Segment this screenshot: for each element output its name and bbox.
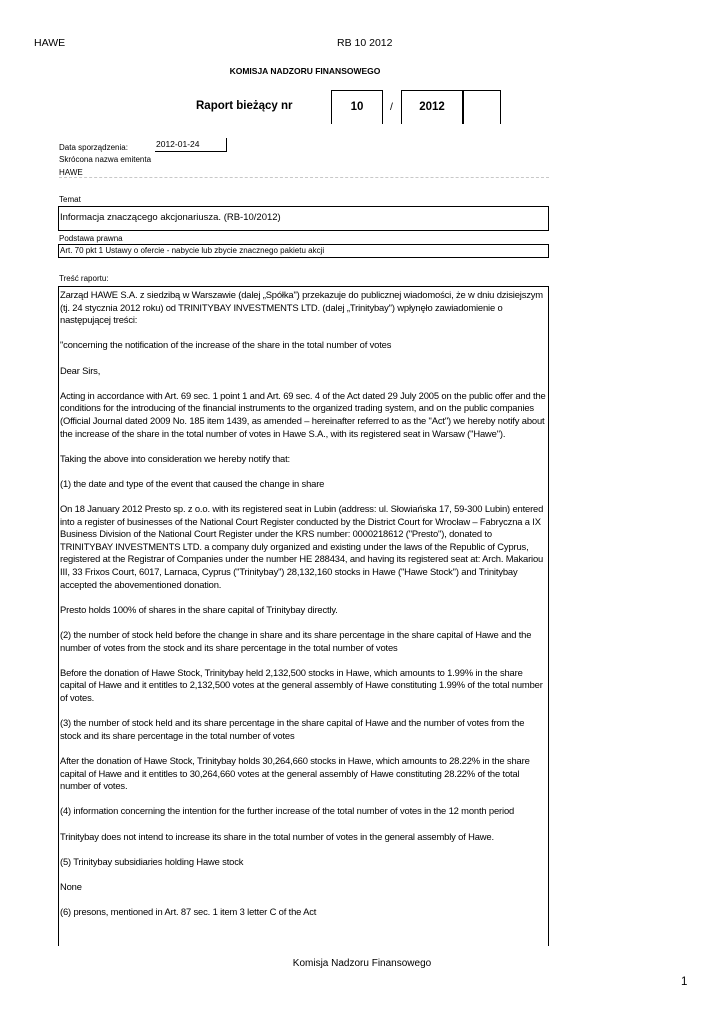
header-company: HAWE bbox=[34, 37, 66, 49]
issuer-label: Skrócona nazwa emitenta bbox=[59, 155, 152, 164]
footer-label: Komisja Nadzoru Finansowego bbox=[292, 958, 432, 969]
report-label: Raport bieżący nr bbox=[196, 100, 293, 112]
content-paragraph: (6) presons, mentioned in Art. 87 sec. 1 item 3 letter C of the Act bbox=[60, 906, 317, 918]
topic-label: Temat bbox=[59, 195, 81, 204]
date-label: Data sporządzenia: bbox=[59, 143, 128, 152]
report-separator: / bbox=[390, 101, 393, 113]
date-box bbox=[155, 138, 227, 152]
content-paragraph: (2) the number of stock held before the change in share and its share percentage in the share capital of Hawe and the number of votes from the stock and its share percentage in the total number of votes bbox=[60, 629, 532, 653]
issuer-divider bbox=[59, 177, 549, 178]
legal-basis-label: Podstawa prawna bbox=[59, 234, 123, 243]
content-paragraph: Dear Sirs, bbox=[60, 364, 101, 376]
content-paragraph: After the donation of Hawe Stock, Trinitybay holds 30,264,660 stocks in Hawe, which amounts to 28.22% in the share capital of Hawe and it entitles to 30,264,660 votes at the general assembly of Hawe constituting 28.22% of the total number of votes. bbox=[60, 754, 530, 792]
content-paragraph: "concerning the notification of the increase of the share in the total number of votes bbox=[60, 339, 392, 351]
content-paragraph: Taking the above into consideration we hereby notify that: bbox=[60, 452, 290, 464]
content-paragraph: (4) information concerning the intention for the further increase of the total number of votes in the 12 month period bbox=[60, 805, 515, 817]
report-number-box bbox=[331, 90, 383, 124]
content-paragraph: Zarząd HAWE S.A. z siedzibą w Warszawie (dalej „Spółka") przekazuje do publicznej wiadomości, że w dniu dzisiejszym (tj. 24 stycznia 2012 roku) od TRINITYBAY INVESTMENTS LTD. (dalej „Trinitybay") wpłynęło zawiadomienie o następującej treści: bbox=[60, 289, 543, 326]
content-paragraph: Presto holds 100% of shares in the share capital of Trinitybay directly. bbox=[60, 603, 338, 615]
content-paragraph: (5) Trinitybay subsidiaries holding Hawe stock bbox=[60, 855, 244, 867]
topic-box bbox=[58, 206, 549, 231]
issuer-value: HAWE bbox=[59, 168, 83, 177]
report-year: 2012 bbox=[419, 101, 445, 113]
page-number: 1 bbox=[681, 976, 688, 988]
date-value: 2012-01-24 bbox=[156, 139, 200, 149]
content-paragraph: None bbox=[60, 880, 82, 892]
page-title: KOMISJA NADZORU FINANSOWEGO bbox=[229, 66, 381, 76]
footer-text bbox=[0, 958, 724, 969]
content-box bbox=[58, 286, 549, 946]
content-label: Treść raportu: bbox=[59, 274, 109, 283]
header-report-code: RB 10 2012 bbox=[337, 37, 393, 49]
content-body bbox=[59, 287, 548, 919]
legal-basis-value: Art. 70 pkt 1 Ustawy o ofercie - nabycie lub zbycie znacznego pakietu akcji bbox=[60, 246, 325, 255]
content-paragraph: Trinitybay does not intend to increase its share in the total number of votes in the general assembly of Hawe. bbox=[60, 830, 494, 842]
content-paragraph: (1) the date and type of the event that caused the change in share bbox=[60, 477, 325, 489]
report-number: 10 bbox=[350, 101, 364, 113]
content-paragraph: (3) the number of stock held and its share percentage in the share capital of Hawe and the number of votes from the stock and its share percentage in the total number of votes bbox=[60, 717, 525, 741]
report-extra-box bbox=[463, 90, 501, 124]
report-year-box bbox=[401, 90, 463, 124]
legal-basis-box bbox=[58, 244, 549, 258]
content-paragraph: On 18 January 2012 Presto sp. z o.o. with its registered seat in Lubin (address: ul. Słowiańska 17, 59-300 Lubin) entered into a register of businesses of the National Court Register conducted by the District Court for Wrocław – Fabryczna a IX Business Division of the National Court Register under the KRS number: 0000218612 ("Presto"), donated to TRINITYBAY INVESTMENTS LTD. a company duly organized and existing under the laws of the Republic of Cyprus, registered at the Registrar of Companies under the number HE 288434, and having its registered seat at: Arch. Makariou III, 33 Frixos Court, 6017, Larnaca, Cyprus ("Trinitybay") 28,132,160 stocks in Hawe ("Hawe Stock") and Trinitybay accepted the abovementioned donation. bbox=[60, 503, 544, 590]
topic-value: Informacja znaczącego akcjonariusza. (RB-10/2012) bbox=[60, 212, 281, 223]
content-paragraph: Acting in accordance with Art. 69 sec. 1 point 1 and Art. 69 sec. 4 of the Act dated 29 July 2005 on the public offer and the conditions for the introducing of the financial instruments to the organized trading system, and on the public companies (Official Journal dated 2009 No. 185 item 1439, as amended – hereinafter referred to as the "Act") we hereby notify about the increase of the share in the total number of votes in Hawe S.A., with its registered seat in Warsaw ("Hawe"). bbox=[60, 389, 546, 439]
content-paragraph: Before the donation of Hawe Stock, Trinitybay held 2,132,500 stocks in Hawe, which amounts to 1.99% in the share capital of Hawe and it entitles to 2,132,500 votes at the general assembly of Hawe constituting 1.99% of the total number of votes. bbox=[60, 666, 543, 703]
